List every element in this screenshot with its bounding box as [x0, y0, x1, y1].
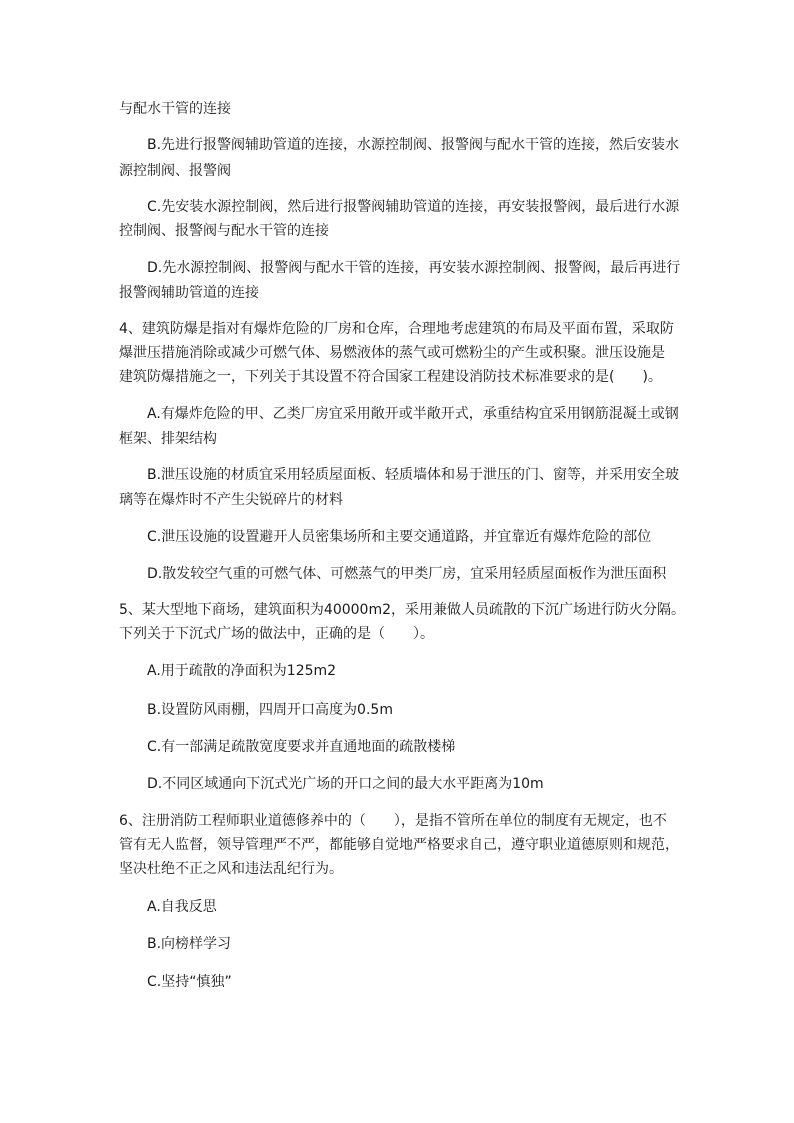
q3-option-d-line2: 报警阀辅助管道的连接 — [119, 285, 259, 301]
q4-stem-line1: 4、建筑防爆是指对有爆炸危险的厂房和仓库，合理地考虑建筑的布局及平面布置，采取防 — [119, 321, 674, 337]
q3-option-b-line1: B.先进行报警阀辅助管道的连接，水源控制阀、报警阀与配水干管的连接，然后安装水 — [147, 137, 680, 153]
q4-option-d: D.散发较空气重的可燃气体、可燃蒸气的甲类厂房，宜采用轻质屋面板作为泄压面积 — [147, 566, 667, 582]
q3-option-c-line1: C.先安装水源控制阀，然后进行报警阀辅助管道的连接，再安装报警阀，最后进行水源 — [147, 199, 680, 215]
q5-stem-line2: 下列关于下沉式广场的做法中，正确的是（ ）。 — [119, 626, 434, 642]
q4-option-a-line1: A.有爆炸危险的甲、乙类厂房宜采用敞开或半敞开式，承重结构宜采用钢筋混凝土或钢 — [147, 406, 679, 422]
q5-option-d: D.不同区域通向下沉式光广场的开口之间的最大水平距离为10m — [147, 776, 544, 792]
q6-option-b: B.向榜样学习 — [147, 936, 232, 952]
q6-stem-line1: 6、注册消防工程师职业道德修养中的（ ），是指不管所在单位的制度有无规定，也不 — [119, 813, 667, 829]
q5-option-c: C.有一部满足疏散宽度要求并直通地面的疏散楼梯 — [147, 739, 456, 755]
q6-stem-line2: 管有无人监督，领导管理严不严，都能够自觉地严格要求自己，遵守职业道德原则和规范， — [119, 837, 679, 853]
q5-option-b: B.设置防风雨棚，四周开口高度为0.5m — [147, 702, 393, 718]
continuation-text: 与配水干管的连接 — [119, 101, 231, 117]
q3-option-c-line2: 控制阀、报警阀与配水干管的连接 — [119, 223, 329, 239]
q4-option-c: C.泄压设施的设置避开人员密集场所和主要交通道路，并宜靠近有爆炸危险的部位 — [147, 529, 652, 545]
q3-option-b-line2: 源控制阀、报警阀 — [119, 163, 231, 179]
q6-option-c: C.坚持“慎独” — [147, 974, 232, 990]
q4-option-b-line1: B.泄压设施的材质宜采用轻质屋面板、轻质墙体和易于泄压的门、窗等，并采用安全玻 — [147, 467, 680, 483]
q4-option-b-line2: 璃等在爆炸时不产生尖锐碎片的材料 — [119, 492, 343, 508]
q4-stem-line3: 建筑防爆措施之一，下列关于其设置不符合国家工程建设消防技术标准要求的是( )。 — [119, 369, 662, 385]
q5-stem-line1: 5、某大型地下商场，建筑面积为40000m2，采用兼做人员疏散的下沉广场进行防火分隔。 — [119, 602, 685, 618]
q4-stem-line2: 爆泄压措施消除或减少可燃气体、易燃液体的蒸气或可燃粉尘的产生或积聚。泄压设施是 — [119, 345, 665, 361]
q3-option-d-line1: D.先水源控制阀、报警阀与配水干管的连接，再安装水源控制阀、报警阀，最后再进行 — [147, 260, 681, 276]
q4-option-a-line2: 框架、排架结构 — [119, 431, 217, 447]
q5-option-a: A.用于疏散的净面积为125m2 — [147, 663, 337, 679]
q6-stem-line3: 坚决杜绝不正之风和违法乱纪行为。 — [119, 861, 343, 877]
q6-option-a: A.自我反思 — [147, 899, 217, 915]
